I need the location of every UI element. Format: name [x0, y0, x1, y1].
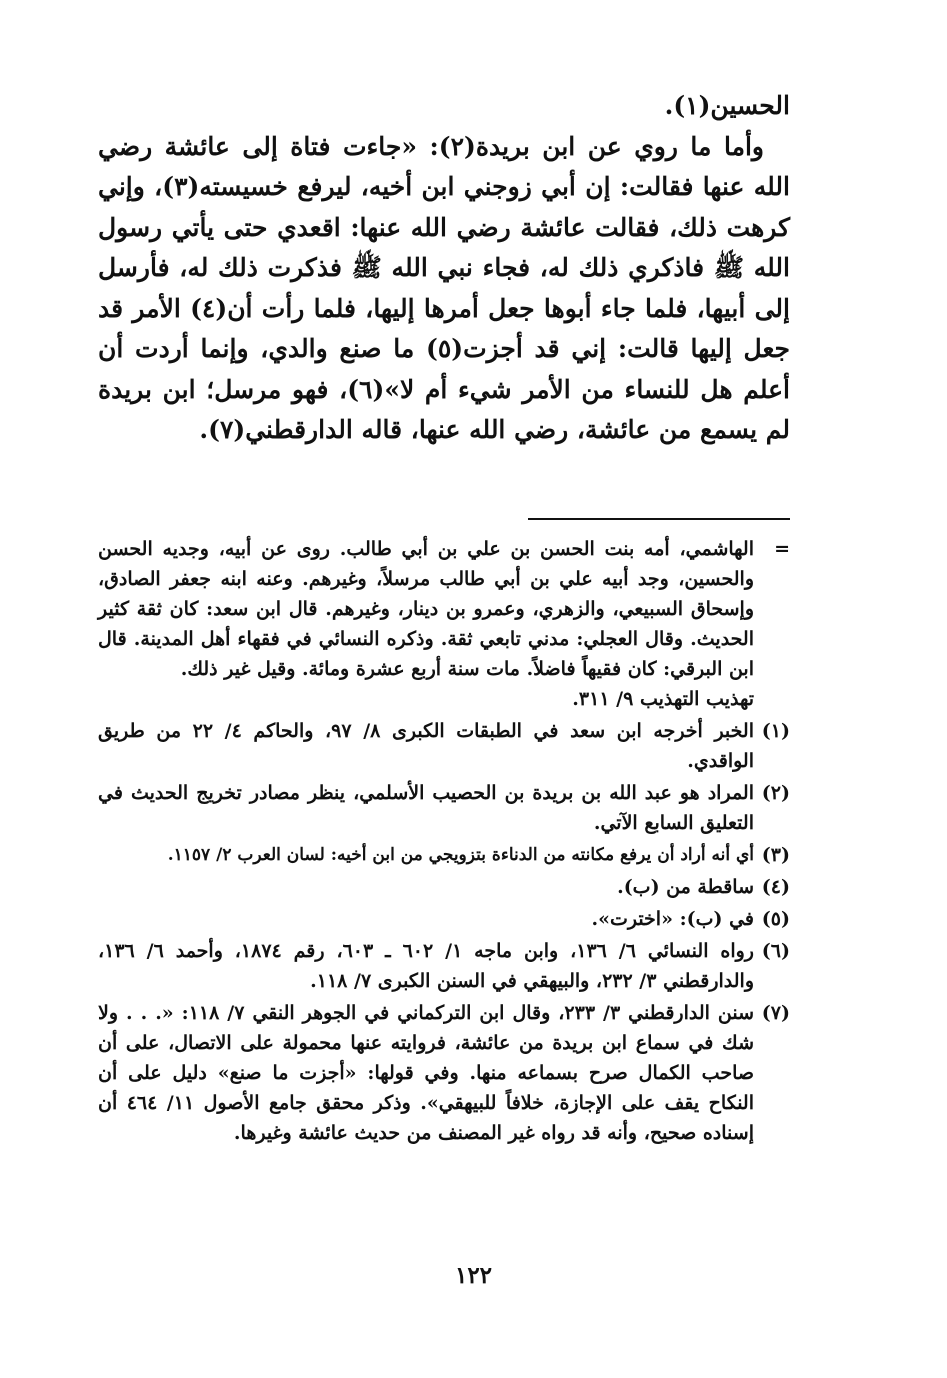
footnote-item: [98, 840, 790, 870]
footnote-text: ساقطة من (ب).: [617, 876, 754, 898]
footnote-text: الهاشمي، أمه بنت الحسن بن علي بن أبي طالب. روى عن أبيه، وجديه الحسن والحسين، وجد أبيه علي بن أبي طالب مرسلاً، وغيرهم. وعنه ابنه جعفر الصادق، وإسحاق السبيعي، والزهري، وعمرو بن دينار، وغيرهم. قال ابن سعد: كان ثقة كثير الحديث. وقال العجلي: مدني تابعي ثقة. وذكره النسائي في فقهاء أهل المدينة. قال ابن البرقي: كان فقيهاً فاضلاً. مات سنة أربع عشرة ومائة. وقيل غير ذلك.: [98, 538, 754, 680]
footnote-number: =: [774, 538, 790, 560]
continuation-line: الحسين(١).: [664, 91, 790, 120]
footnote-text: سنن الدارقطني ٣/ ٢٣٣، وقال ابن التركماني في الجوهر النقي ٧/ ١١٨: «. . . ولا شك في سماع ابن بريدة من عائشة، فروايته عنها محمولة على الاتصال، على أن صاحب الكمال صرح بسماعه منها. وفي قولها: «أجزت ما صنع» دليل على أن النكاح يقف على الإجازة، خلافاً للبيهقي». وذكر محقق جامع الأصول ١١/ ٤٦٤ أن إسناده صحيح، وأنه قد رواه غير المصنف من حديث عائشة وغيرها.: [98, 1002, 755, 1144]
footnote-text: أي أنه أراد أن يرفع مكانته من الدناءة بتزويجي من ابن أخيه: لسان العرب ٢/ ١١٥٧.: [167, 845, 754, 865]
footnote-number: (٧): [761, 1002, 790, 1024]
footnote-text: المراد هو عبد الله بن بريدة بن الحصيب الأسلمي، ينظر مصادر تخريج الحديث في التعليق السابع الآتي.: [98, 782, 754, 834]
footnote-number: (٥): [761, 908, 790, 930]
page-number: ١٢٢: [454, 1262, 493, 1289]
footnote-text: في (ب): «اخترت».: [591, 908, 754, 930]
footnote-item: [98, 872, 790, 902]
footnote-text-tail: تهذيب التهذيب ٩/ ٣١١.: [572, 688, 754, 710]
main-text: [98, 86, 790, 451]
footnote-number: (٢): [761, 782, 790, 804]
footnote-item: [98, 936, 790, 996]
footnote-number: (٤): [761, 876, 790, 898]
body-paragraph: وأما ما روي عن ابن بريدة(٢): «جاءت فتاة إلى عائشة رضي الله عنها فقالت: إن أبي زوجني ابن أخيه، ليرفع خسيسته(٣)، وإني كرهت ذلك، فقالت عائشة رضي الله عنها: اقعدي حتى يأتي رسول الله ﷺ فاذكري ذلك له، فجاء نبي الله ﷺ فذكرت ذلك له، فأرسل إلى أبيها، فلما جاء أبوها جعل أمرها إليها، فلما رأت أن(٤) الأمر قد جعل إليها قالت: إني قد أجزت(٥) ما صنع والدي، وإنما أردت أن أعلم هل للنساء من الأمر شيء أم لا»(٦)، فهو مرسل؛ ابن بريدة لم يسمع من عائشة، رضي الله عنها، قاله الدارقطني(٧).: [98, 131, 791, 444]
footnote-item: [98, 778, 790, 838]
footnote-separator: [528, 518, 790, 520]
footnote-number: (٣): [761, 844, 790, 866]
footnotes: [98, 534, 790, 1150]
footnote-number: (١): [761, 720, 790, 742]
footnote-item: [98, 998, 790, 1148]
footnote-number: (٦): [761, 940, 790, 962]
footnote-item: [98, 716, 790, 776]
footnote-item: [98, 904, 790, 934]
footnote-text: رواه النسائي ٦/ ١٣٦، وابن ماجه ١/ ٦٠٢ ـ ٦٠٣، رقم ١٨٧٤، وأحمد ٦/ ١٣٦، والدارقطني ٣/ ٢٣٢، والبيهقي في السنن الكبرى ٧/ ١١٨.: [98, 940, 754, 992]
footnote-item: [98, 534, 790, 714]
footnote-text: الخبر أخرجه ابن سعد في الطبقات الكبرى ٨/ ٩٧، والحاكم ٤/ ٢٢ من طريق الواقدي.: [98, 720, 754, 772]
